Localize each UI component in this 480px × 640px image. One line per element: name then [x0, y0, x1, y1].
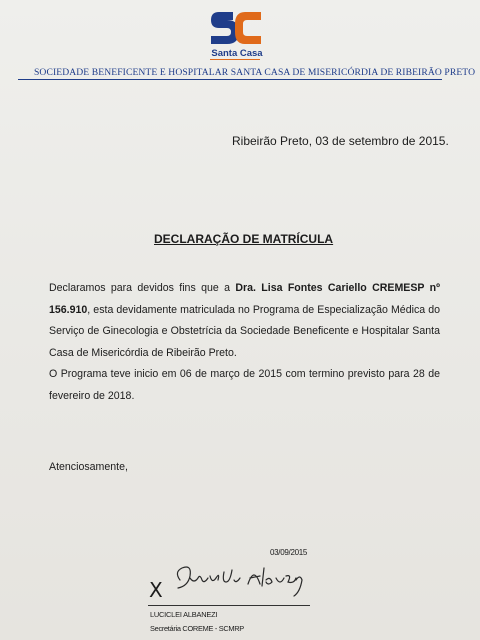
logo-underline [210, 59, 260, 60]
document-title: DECLARAÇÃO DE MATRÍCULA [154, 232, 334, 246]
signature-date: 03/09/2015 [270, 548, 308, 557]
logo-label: Santa Casa [211, 48, 263, 59]
signature-line [148, 605, 310, 606]
signatory-name: LUCICLEI ALBANEZI [150, 610, 218, 619]
signatory-role: Secretária COREME - SCMRP [150, 624, 244, 633]
doctor-name-crm: Dra. Lisa Fontes Cariello CREMESP nº 156.910 [49, 282, 440, 316]
closing: Atenciosamente, [49, 461, 128, 473]
handwritten-signature [168, 558, 308, 600]
signature-x-mark: X [149, 578, 163, 602]
declaration-intro: Declaramos para devidos fins que a [49, 282, 236, 294]
institution-name: SOCIEDADE BENEFICENTE E HOSPITALAR SANTA CASA DE MISERICÓRDIA DE RIBEIRÃO PRETO [34, 67, 476, 78]
place-date: Ribeirão Preto, 03 de setembro de 2015. [232, 134, 449, 148]
paragraph-declaration [49, 278, 440, 364]
declaration-rest: , esta devidamente matriculada no Programa de Especialização Médica do Serviço de Ginecologia e Obstetrícia da Sociedade Beneficente e Hospitalar Santa Casa de Misericórdia de Ribeirão Preto. [49, 303, 440, 359]
paragraph-program-dates: O Programa teve inicio em 06 de março de 2015 com termino previsto para 28 de fevereiro de 2018. [49, 368, 440, 402]
body-text [49, 278, 440, 407]
header-divider [18, 79, 442, 80]
